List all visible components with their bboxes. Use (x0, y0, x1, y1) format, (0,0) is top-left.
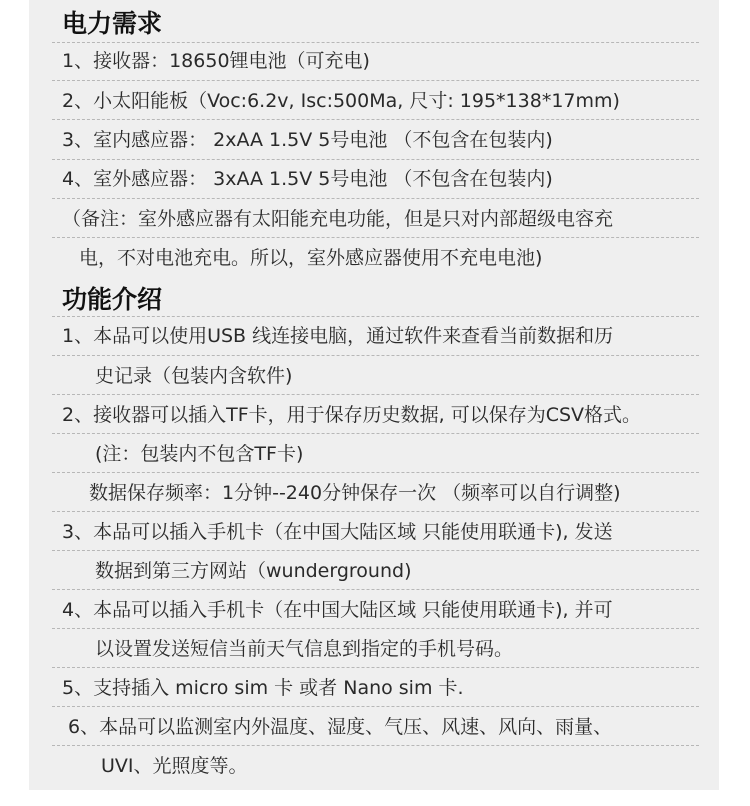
feature-6-line2: UVI、光照度等。 (101, 755, 248, 777)
feature-4-line2: 以设置发送短信当前天气信息到指定的手机号码。 (95, 638, 514, 660)
divider (52, 316, 699, 317)
divider (52, 550, 699, 551)
power-note-line1: （备注：室外感应器有太阳能充电功能，但是只对内部超级电容充 (62, 208, 614, 230)
features-heading: 功能介绍 (62, 285, 163, 314)
feature-2-note: (注：包装内不包含TF卡) (95, 443, 304, 465)
feature-2-frequency: 数据保存频率：1分钟--240分钟保存一次 （频率可以自行调整) (89, 482, 621, 504)
feature-5: 5、支持插入 micro sim 卡 或者 Nano sim 卡. (62, 677, 464, 699)
feature-1-line2: 史记录（包装内含软件) (95, 365, 293, 387)
power-line-solar-panel: 2、小太阳能板（Voc:6.2v, Isc:500Ma, 尺寸: 195*138*17mm) (62, 90, 620, 112)
divider (52, 628, 699, 629)
divider (52, 706, 699, 707)
feature-4-line1: 4、本品可以插入手机卡（在中国大陆区域 只能使用联通卡), 并可 (62, 599, 613, 621)
power-line-receiver: 1、接收器：18650锂电池（可充电) (62, 50, 370, 72)
divider (52, 42, 699, 43)
feature-1-line1: 1、本品可以使用USB 线连接电脑，通过软件来查看当前数据和历 (62, 325, 614, 347)
divider (52, 355, 699, 356)
divider (52, 667, 699, 668)
divider (52, 745, 699, 746)
power-note-line2: 电，不对电池充电。所以，室外感应器使用不充电电池) (79, 247, 543, 269)
feature-3-line2: 数据到第三方网站（wunderground) (95, 560, 412, 582)
divider (52, 80, 699, 81)
feature-6-line1: 6、本品可以监测室内外温度、湿度、气压、风速、风向、雨量、 (68, 716, 613, 738)
power-line-indoor-sensor: 3、室内感应器： 2xAA 1.5V 5号电池 （不包含在包装内) (62, 129, 553, 151)
divider (52, 198, 699, 199)
divider (52, 159, 699, 160)
divider (52, 394, 699, 395)
divider (52, 237, 699, 238)
divider (52, 119, 699, 120)
feature-2-line1: 2、接收器可以插入TF卡，用于保存历史数据, 可以保存为CSV格式。 (62, 404, 642, 426)
divider (52, 589, 699, 590)
divider (52, 433, 699, 434)
divider (52, 511, 699, 512)
power-heading: 电力需求 (62, 9, 163, 38)
power-line-outdoor-sensor: 4、室外感应器： 3xAA 1.5V 5号电池 （不包含在包装内) (62, 168, 553, 190)
feature-3-line1: 3、本品可以插入手机卡（在中国大陆区域 只能使用联通卡), 发送 (62, 521, 613, 543)
divider (52, 472, 699, 473)
